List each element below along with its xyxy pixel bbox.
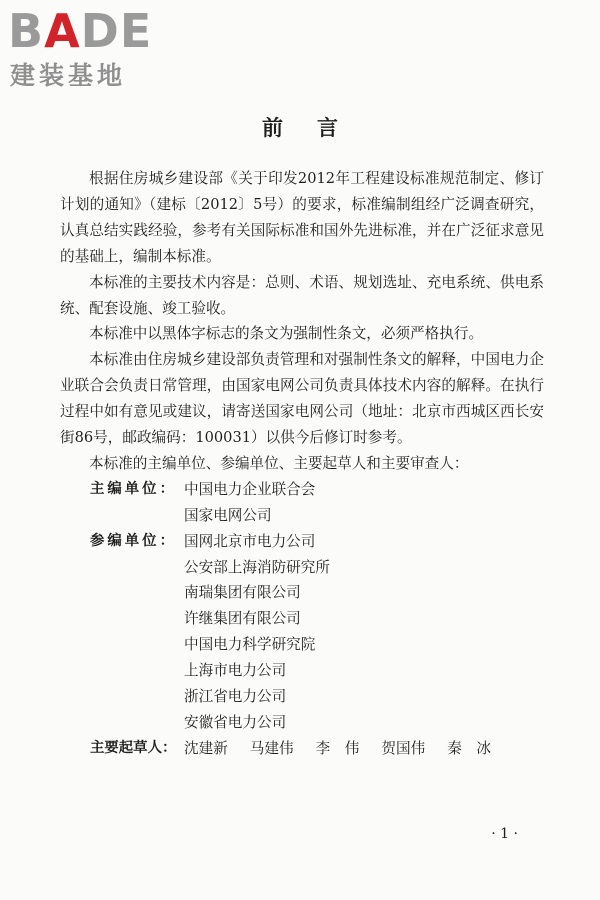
paragraph: 本标准的主要技术内容是：总则、术语、规划选址、充电系统、供电系统、配套设施、竣工验收。: [60, 273, 544, 317]
page-title: 前言: [262, 115, 372, 140]
paragraph: 根据住房城乡建设部《关于印发2012年工程建设标准规范制定、修订计划的通知》（建标〔2012〕5号）的要求，标准编制组经广泛调查研究，认真总结实践经验，参考有关国际标准和国外先进标准，并在广泛征求意见的基础上，编制本标准。: [60, 170, 544, 265]
list-item: 国网北京市电力公司: [184, 532, 316, 550]
list-item: 中国电力企业联合会: [184, 480, 316, 498]
participating-units-label: 参编单位：: [90, 532, 177, 549]
bade-logo: [6, 6, 176, 90]
drafter-name: 李 伟: [315, 739, 360, 757]
participating-unit-row: [60, 580, 544, 606]
page-number: · 1 ·: [491, 826, 518, 842]
participating-unit-row: [60, 529, 544, 555]
participating-unit-row: [60, 684, 544, 710]
paragraph: 本标准由住房城乡建设部负责管理和对强制性条文的解释，中国电力企业联合会负责日常管理，由国家电网公司负责具体技术内容的解释。在执行过程中如有意见或建议，请寄送国家电网公司（地址：北京市西城区西长安街86号，邮政编码：100031）以供今后修订时参考。: [60, 351, 544, 447]
list-item: 上海市电力公司: [184, 662, 287, 680]
document-body: [60, 166, 544, 762]
list-item: 中国电力科学研究院: [184, 636, 316, 654]
drafter-name: 秦 冰: [447, 739, 491, 757]
drafter-name: 贺国伟: [381, 739, 426, 757]
list-item: 公安部上海消防研究所: [184, 558, 330, 576]
unit-list: [60, 477, 544, 762]
participating-unit-row: [60, 710, 544, 736]
logo-subtitle: 建装基地: [10, 61, 127, 90]
paragraph: 本标准中以黑体字标志的条文为强制性条文，必须严格执行。: [89, 325, 484, 343]
logo-wordmark: BADE: [8, 4, 153, 58]
drafter-name: 马建伟: [249, 739, 294, 757]
paragraph: 本标准的主编单位、参编单位、主要起草人和主要审查人：: [89, 454, 469, 472]
participating-unit-row: [60, 632, 544, 658]
drafter-names: [184, 736, 544, 762]
chief-unit-row: [60, 503, 544, 529]
drafters-row: [60, 736, 544, 762]
chief-units-label: 主编单位：: [90, 480, 177, 497]
drafter-name: 沈建新: [184, 739, 228, 757]
participating-unit-row: [60, 555, 544, 581]
list-item: 许继集团有限公司: [184, 610, 301, 628]
list-item: 浙江省电力公司: [184, 688, 287, 705]
chief-unit-row: [60, 477, 544, 503]
drafters-label: 主要起草人：: [90, 739, 177, 756]
participating-unit-row: [60, 658, 544, 684]
list-item: 国家电网公司: [184, 506, 272, 524]
list-item: 安徽省电力公司: [184, 713, 287, 731]
participating-unit-row: [60, 606, 544, 632]
list-item: 南瑞集团有限公司: [184, 584, 301, 602]
